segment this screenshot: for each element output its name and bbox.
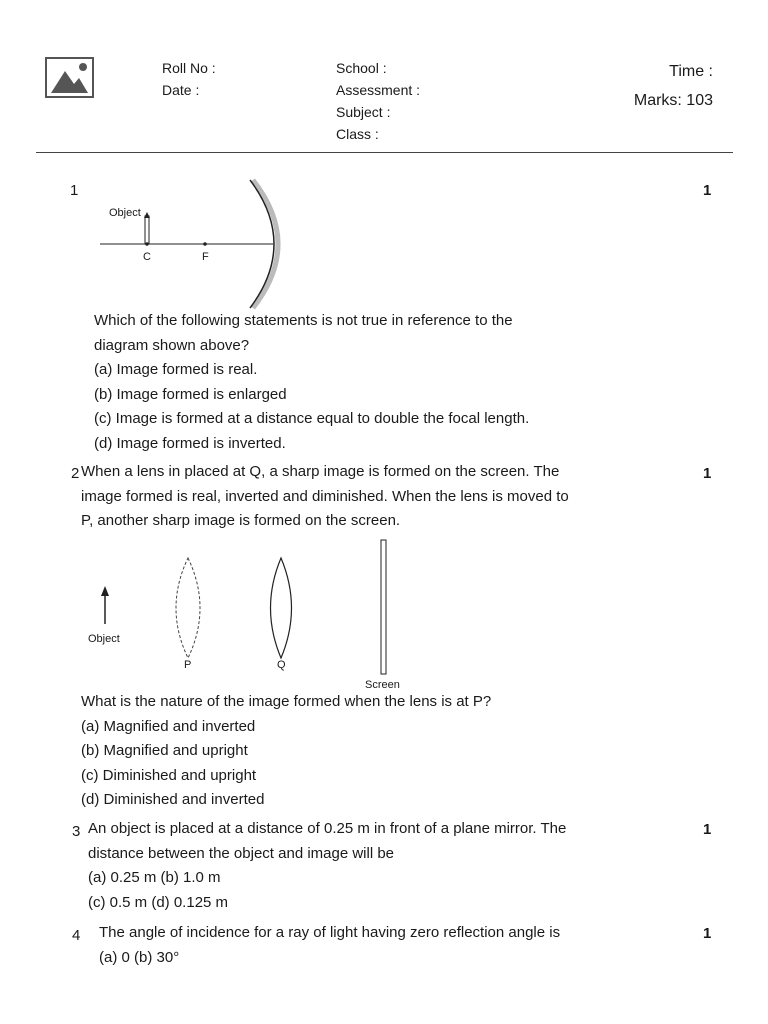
- question-2-line: When a lens in placed at Q, a sharp image is formed on the screen. The: [81, 463, 560, 480]
- assessment-label: Assessment :: [336, 82, 421, 98]
- question-1-line: Which of the following statements is not true in reference to the: [94, 312, 513, 329]
- question-2-option: (a) Magnified and inverted: [81, 717, 256, 735]
- object-label: Object: [88, 633, 120, 645]
- roll-no-label: Roll No :: [162, 60, 216, 76]
- question-2-option: (d) Diminished and inverted: [81, 791, 265, 808]
- question-2-option: (c) Diminished and upright: [81, 766, 257, 784]
- question-4-option: (a) 0 (b) 30°: [99, 948, 180, 966]
- header-divider: [36, 152, 733, 153]
- question-4-number: 4: [72, 927, 81, 944]
- question-3-line: An object is placed at a distance of 0.25 m in front of a plane mirror. The: [88, 820, 567, 837]
- question-4-body: [99, 921, 560, 970]
- question-3-option: (c) 0.5 m (d) 0.125 m: [88, 893, 229, 911]
- question-2-marks: 1: [703, 465, 712, 482]
- question-3-option: (a) 0.25 m (b) 1.0 m: [88, 869, 221, 886]
- question-1-body: [94, 309, 529, 456]
- screen-label: Screen: [365, 679, 400, 691]
- question-2-line: P, another sharp image is formed on the screen.: [81, 512, 401, 529]
- question-4-marks: 1: [703, 925, 712, 942]
- lens-screen-diagram: [80, 536, 420, 692]
- q-label: Q: [277, 659, 286, 671]
- object-label: Object: [109, 207, 141, 219]
- question-4-line: The angle of incidence for a ray of light having zero reflection angle is: [99, 924, 561, 941]
- date-label: Date :: [162, 82, 200, 98]
- question-2-line: image formed is real, inverted and diminished. When the lens is moved to: [81, 487, 569, 505]
- question-2-line: What is the nature of the image formed when the lens is at P?: [81, 693, 492, 710]
- question-1-option: (b) Image formed is enlarged: [94, 385, 287, 403]
- question-2-option: (b) Magnified and upright: [81, 742, 248, 759]
- question-2-number: 2: [71, 465, 80, 482]
- c-label: C: [143, 251, 151, 263]
- subject-label: Subject :: [336, 104, 391, 120]
- time-label: Time :: [669, 63, 713, 80]
- concave-mirror-diagram: [95, 176, 295, 312]
- class-label: Class :: [336, 126, 379, 142]
- question-1-marks: 1: [703, 182, 712, 199]
- question-1-option: (c) Image is formed at a distance equal to double the focal length.: [94, 410, 530, 427]
- school-label: School :: [336, 60, 387, 76]
- question-3-marks: 1: [703, 821, 712, 838]
- question-1-option: (d) Image formed is inverted.: [94, 434, 286, 452]
- question-3-body: [88, 817, 566, 915]
- marks-total: Marks: 103: [633, 92, 713, 109]
- logo-image-icon: [45, 57, 94, 98]
- f-label: F: [202, 251, 209, 263]
- question-2-intro: [81, 460, 569, 534]
- question-2-body: [81, 690, 491, 813]
- question-3-line: distance between the object and image will be: [88, 844, 395, 862]
- question-1-line: diagram shown above?: [94, 336, 250, 354]
- p-label: P: [184, 659, 192, 671]
- question-3-number: 3: [72, 823, 81, 840]
- question-1-number: 1: [70, 182, 79, 199]
- question-1-option: (a) Image formed is real.: [94, 361, 258, 378]
